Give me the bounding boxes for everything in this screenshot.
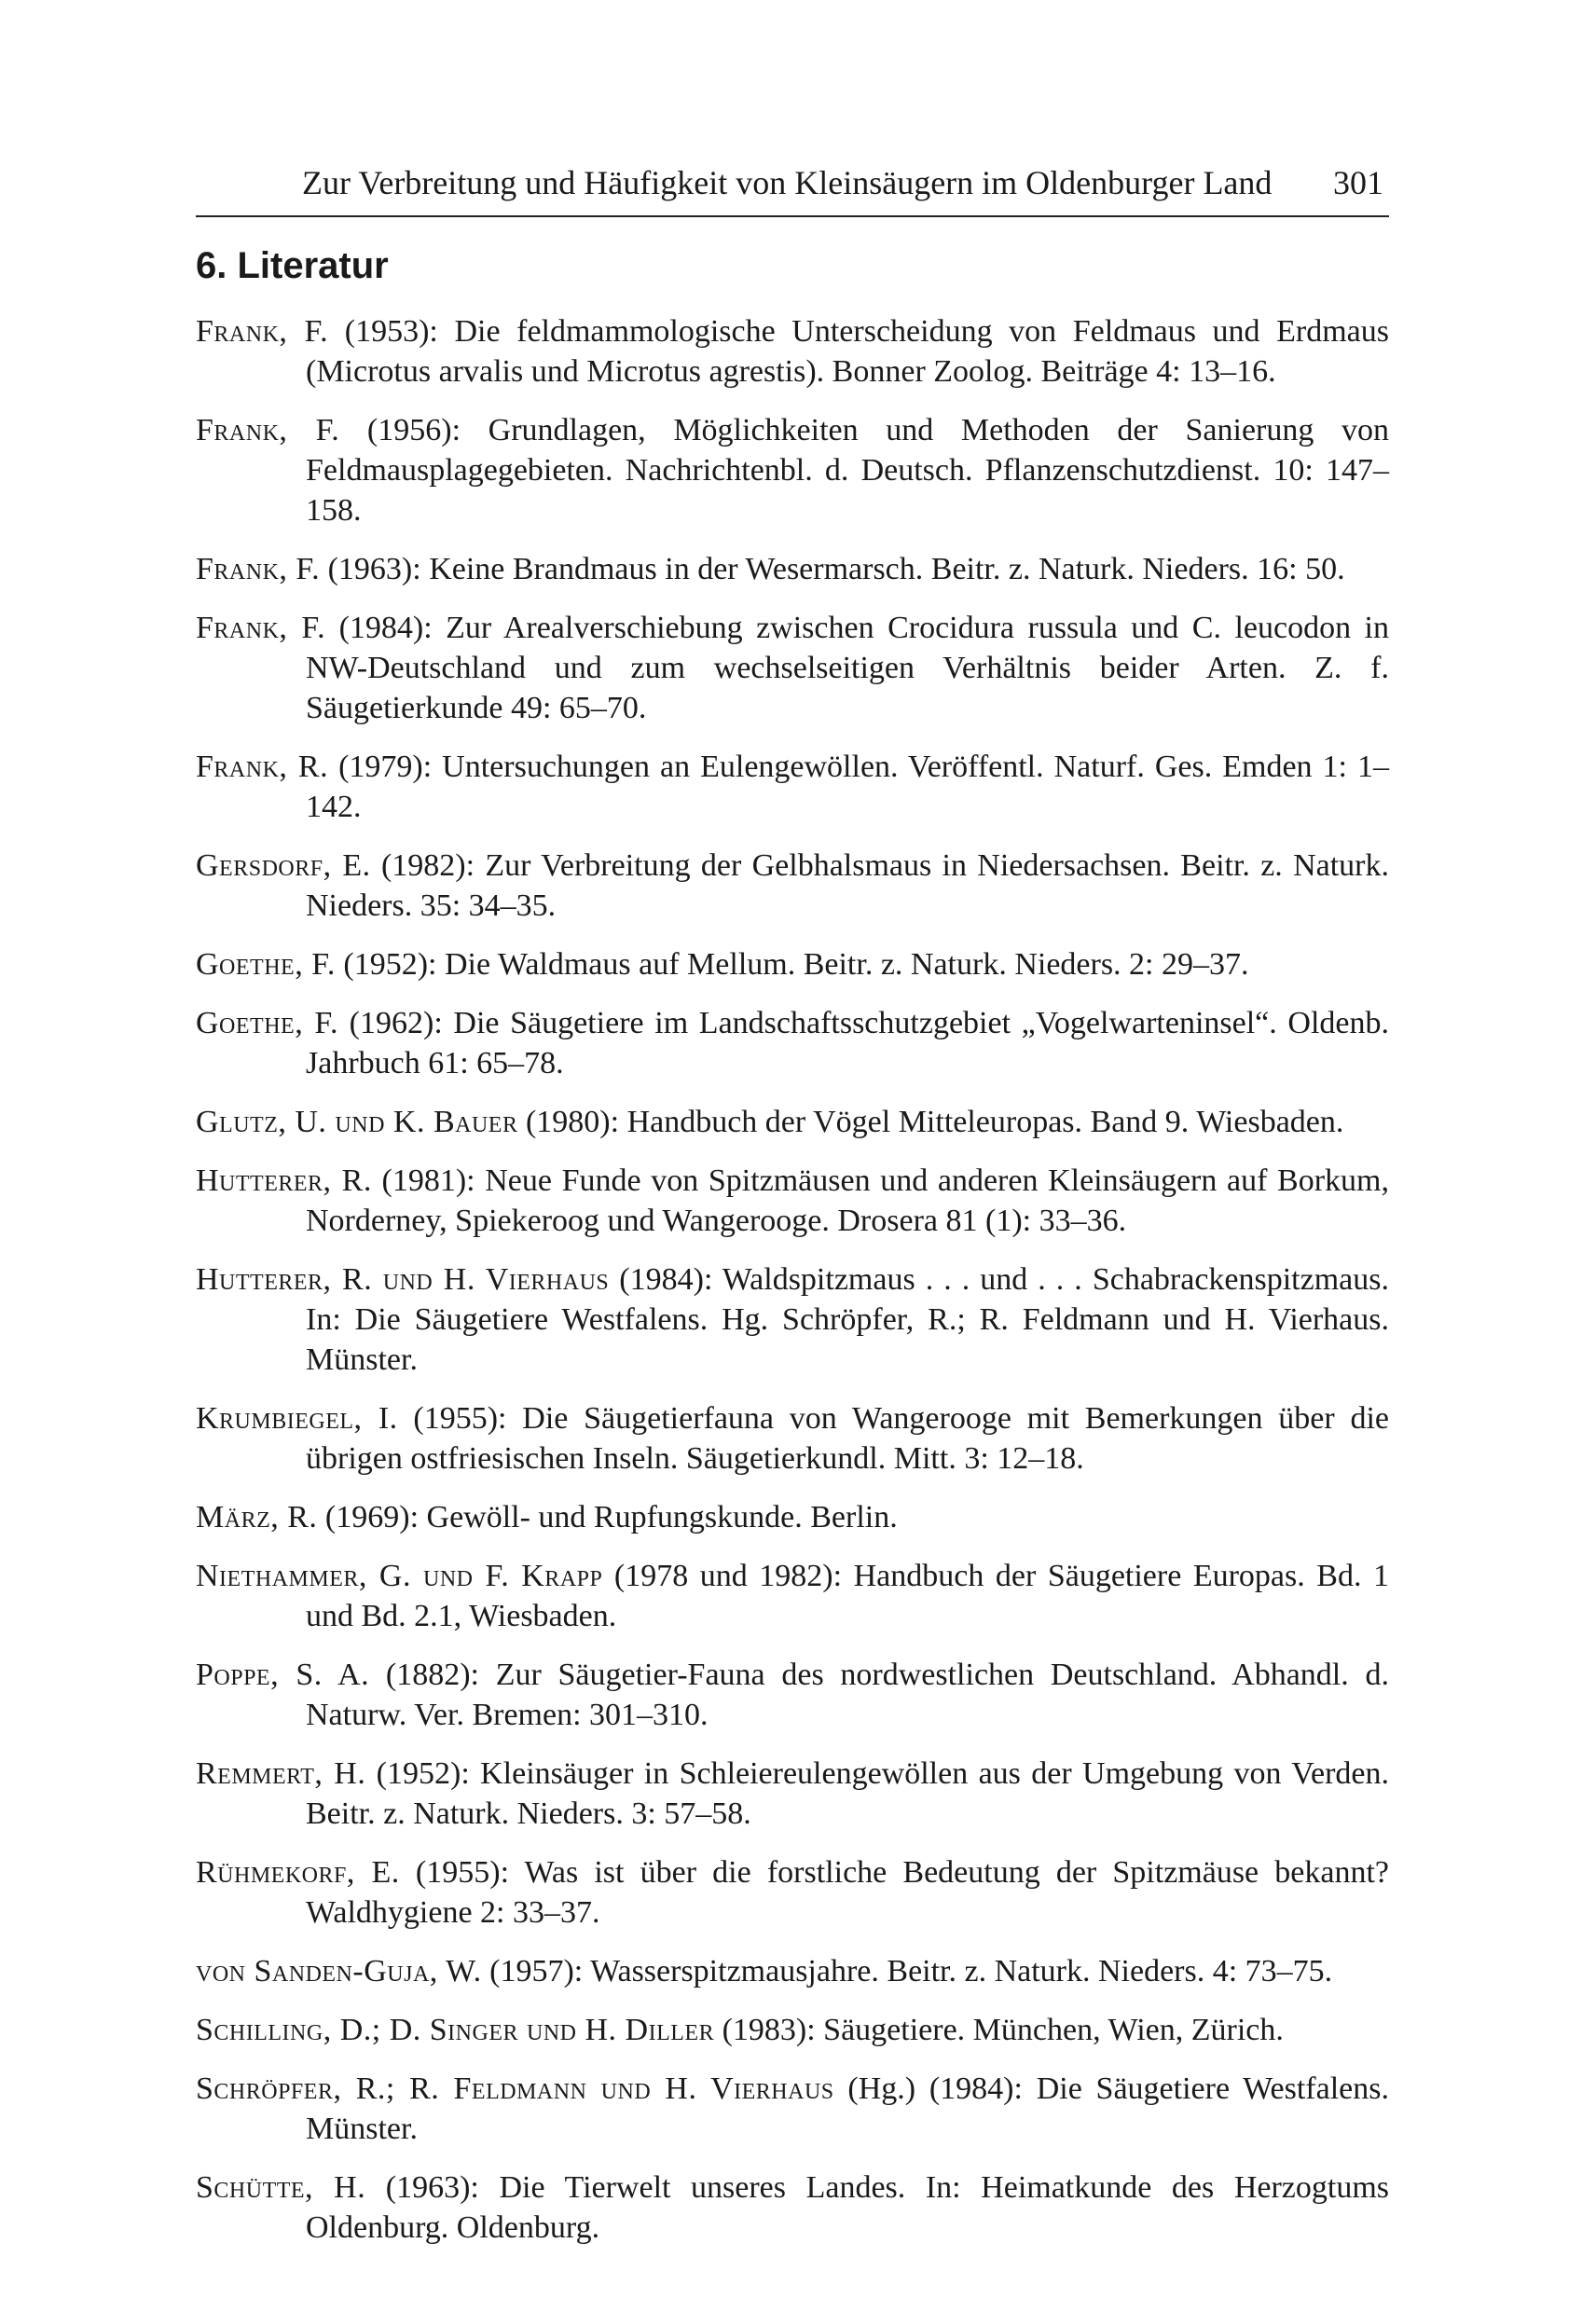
reference-entry: [196, 747, 1389, 827]
reference-text: (1962): Die Säugetiere im Landschaftsschutzgebiet „Vogelwarteninsel“. Oldenb. Jahrbuch 61: 65–78.: [306, 1006, 1389, 1080]
page-number: 301: [1333, 164, 1383, 201]
reference-text: (1955): Die Säugetierfauna von Wangerooge mit Bemerkungen über die übrigen ostfriesischen Inseln. Säugetierkundl. Mitt. 3: 12–18.: [306, 1401, 1389, 1476]
reference-author: Frank, F.: [196, 413, 340, 447]
reference-entry: [196, 2010, 1389, 2050]
running-header: [196, 163, 1389, 217]
reference-text: (1963): Keine Brandmaus in der Wesermarsch. Beitr. z. Naturk. Nieders. 16: 50.: [320, 552, 1345, 586]
reference-text: (1982): Zur Verbreitung der Gelbhalsmaus in Niedersachsen. Beitr. z. Naturk. Nieders. 35: 34–35.: [306, 848, 1389, 923]
reference-entry: [196, 2168, 1389, 2248]
reference-author: Niethammer, G. und F. Krapp: [196, 1559, 603, 1593]
reference-author: von Sanden-Guja, W.: [196, 1954, 482, 1989]
reference-author: Schröpfer, R.; R. Feldmann und H. Vierhaus: [196, 2071, 834, 2106]
reference-author: Glutz, U. und K. Bauer: [196, 1105, 518, 1139]
reference-author: Frank, F.: [196, 552, 321, 586]
reference-author: Krumbiegel, I.: [196, 1401, 398, 1436]
reference-entry: [196, 1161, 1389, 1241]
reference-author: Frank, F.: [196, 314, 329, 349]
reference-list: [196, 311, 1389, 2248]
reference-entry: [196, 1497, 1389, 1537]
reference-entry: [196, 1556, 1389, 1636]
reference-entry: [196, 311, 1389, 392]
reference-entry: [196, 1102, 1389, 1142]
reference-text: (1969): Gewöll- und Rupfungskunde. Berlin.: [317, 1500, 898, 1534]
running-title: Zur Verbreitung und Häufigkeit von Kleinsäugern im Oldenburger Land: [302, 164, 1273, 201]
reference-author: Goethe, F.: [196, 947, 336, 982]
reference-entry: [196, 1398, 1389, 1479]
reference-author: März, R.: [196, 1500, 318, 1534]
reference-entry: [196, 944, 1389, 984]
reference-entry: [196, 1951, 1389, 1991]
document-page: [196, 163, 1389, 2266]
reference-entry: [196, 1655, 1389, 1735]
reference-text: (1984): Waldspitzmaus . . . und . . . Schabrackenspitzmaus. In: Die Säugetiere Westfalens. Hg. Schröpfer, R.; R. Feldmann und H. Vierhaus. Münster.: [306, 1262, 1389, 1377]
reference-text: (1955): Was ist über die forstliche Bedeutung der Spitzmäuse bekannt? Waldhygiene 2: 33–37.: [306, 1855, 1390, 1930]
reference-entry: [196, 410, 1389, 530]
reference-text: (1963): Die Tierwelt unseres Landes. In: Heimatkunde des Herzogtums Oldenburg. Oldenburg.: [306, 2170, 1390, 2245]
reference-text: (1953): Die feldmammologische Unterscheidung von Feldmaus und Erdmaus (Microtus arvalis und Microtus agrestis). Bonner Zoolog. Beiträge 4: 13–16.: [306, 314, 1389, 389]
reference-author: Poppe, S. A.: [196, 1658, 370, 1692]
reference-text: (1882): Zur Säugetier-Fauna des nordwestlichen Deutschland. Abhandl. d. Naturw. Ver. Bremen: 301–310.: [306, 1658, 1389, 1732]
reference-text: (1952): Die Waldmaus auf Mellum. Beitr. z. Naturk. Nieders. 2: 29–37.: [335, 947, 1249, 982]
reference-entry: [196, 2069, 1389, 2149]
reference-text: (1980): Handbuch der Vögel Mitteleuropas. Band 9. Wiesbaden.: [517, 1105, 1344, 1139]
reference-text: (1979): Untersuchungen an Eulengewöllen. Veröffentl. Naturf. Ges. Emden 1: 1–142.: [306, 750, 1389, 824]
reference-entry: [196, 608, 1389, 728]
reference-entry: [196, 549, 1389, 589]
reference-text: (1957): Wasserspitzmausjahre. Beitr. z. Naturk. Nieders. 4: 73–75.: [481, 1954, 1333, 1989]
reference-text: (1984): Zur Arealverschiebung zwischen Crocidura russula und C. leucodon in NW-Deutschland und zum wechselseitigen Verhältnis beider Arten. Z. f. Säugetierkunde 49: 65–70.: [306, 611, 1389, 725]
reference-text: (1952): Kleinsäuger in Schleiereulengewöllen aus der Umgebung von Verden. Beitr. z. Naturk. Nieders. 3: 57–58.: [306, 1756, 1389, 1831]
reference-author: Schilling, D.; D. Singer und H. Diller: [196, 2013, 715, 2047]
reference-author: Hutterer, R.: [196, 1163, 372, 1198]
reference-text: (1981): Neue Funde von Spitzmäusen und anderen Kleinsäugern auf Borkum, Norderney, Spiekeroog und Wangerooge. Drosera 81 (1): 33–36.: [306, 1163, 1389, 1238]
reference-entry: [196, 846, 1389, 926]
reference-entry: [196, 1852, 1389, 1933]
reference-author: Remmert, H.: [196, 1756, 366, 1791]
reference-author: Goethe, F.: [196, 1006, 339, 1040]
reference-entry: [196, 1003, 1389, 1083]
reference-author: Rühmekorf, E.: [196, 1855, 400, 1890]
reference-entry: [196, 1259, 1389, 1380]
reference-text: (1978 und 1982): Handbuch der Säugetiere Europas. Bd. 1 und Bd. 2.1, Wiesbaden.: [306, 1559, 1390, 1633]
reference-text: (Hg.) (1984): Die Säugetiere Westfalens. Münster.: [306, 2071, 1389, 2146]
reference-text: (1983): Säugetiere. München, Wien, Zürich.: [714, 2013, 1284, 2047]
reference-author: Frank, R.: [196, 750, 329, 784]
reference-author: Gersdorf, E.: [196, 848, 371, 883]
reference-text: (1956): Grundlagen, Möglichkeiten und Methoden der Sanierung von Feldmausplagegebieten. Nachrichtenbl. d. Deutsch. Pflanzenschutzdienst. 10: 147–158.: [306, 413, 1390, 528]
reference-author: Schütte, H.: [196, 2170, 366, 2205]
reference-author: Frank, F.: [196, 611, 326, 645]
reference-entry: [196, 1754, 1389, 1834]
reference-author: Hutterer, R. und H. Vierhaus: [196, 1262, 610, 1297]
section-title: 6. Literatur: [196, 245, 389, 286]
